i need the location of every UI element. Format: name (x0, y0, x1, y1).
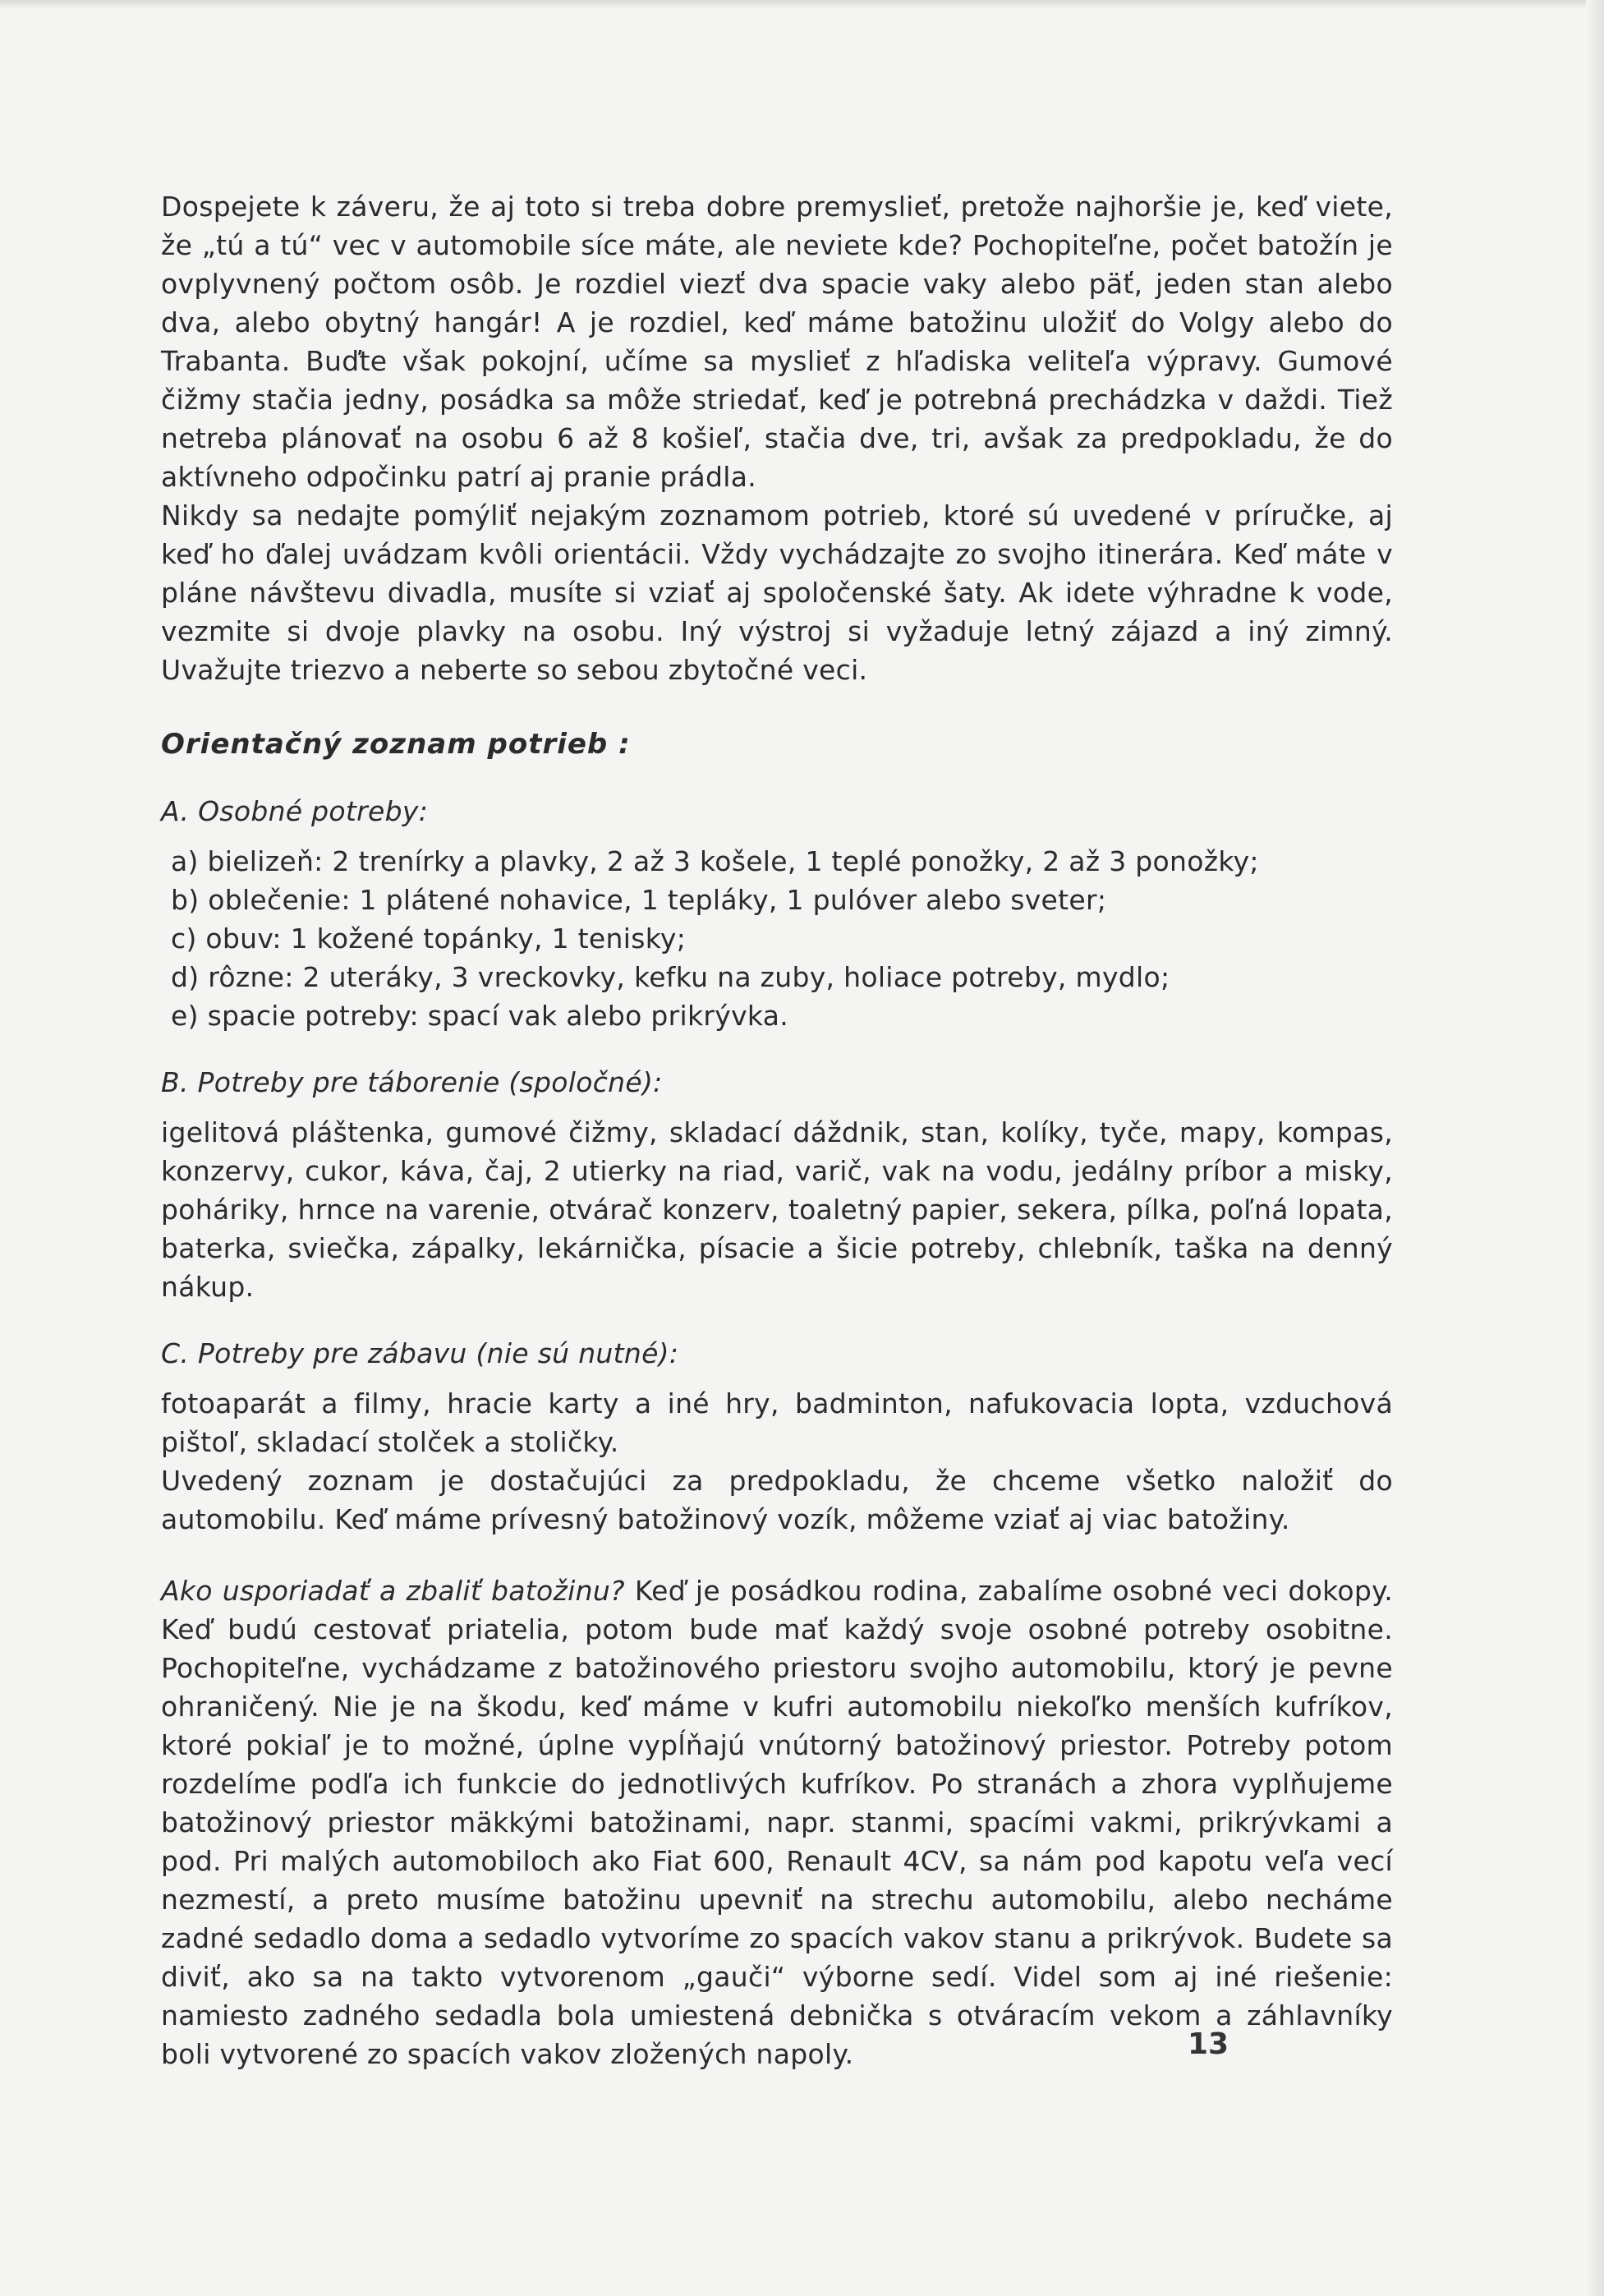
section-c-note: Uvedený zoznam je dostačujúci za predpokladu, že chceme všetko naložiť do automobilu. Keď máme prívesný batožinový vozík, môžeme vziať aj viac batožiny. (161, 1465, 1393, 1535)
packing-text: Keď je posádkou rodina, zabalíme osobné veci dokopy. Keď budú cestovať priatelia, potom bude mať každý svoje osobné potreby osobitne. Pochopiteľne, vychádzame z batožinového priestoru svojho automobilu, ktorý je pevne ohraničený. Nie je na škodu, keď máme v kufri automobilu niekoľko menších kufríkov, ktoré pokiaľ je to možné, úplne vypĺňajú vnútorný batožinový priestor. Potreby potom rozdelíme podľa ich funkcie do jednotlivých kufríkov. Po stranách a zhora vyplňujeme batožinový priestor mäkkými batožinami, napr. stanmi, spacími vakmi, prikrývkami a pod. Pri malých automobiloch ako Fiat 600, Renault 4CV, sa nám pod kapotu veľa vecí nezmestí, a preto musíme batožinu upevniť na strechu automobilu, alebo necháme zadné sedadlo doma a sedadlo vytvoríme zo spacích vakov stanu a prikrývok. Budete sa diviť, ako sa na takto vytvorenom „gauči“ výborne sedí. Videl som aj iné riešenie: namiesto zadného sedadla bola umiestená debnička s otváracím vekom a záhlavníky boli vytvorené zo spacích vakov zložených napoly. (161, 1575, 1393, 2070)
list-item: c) obuv: 1 kožené topánky, 1 tenisky; (171, 923, 687, 955)
list-item: d) rôzne: 2 uteráky, 3 vreckovky, kefku na zuby, holiace potreby, mydlo; (171, 961, 1170, 993)
intro-paragraph-1: Dospejete k záveru, že aj toto si treba dobre premyslieť, pretože najhoršie je, keď viete, že „tú a tú“ vec v automobile síce máte, ale neviete kde? Pochopiteľne, počet batožín je ovplyvnený počtom osôb. Je rozdiel viezť dva spacie vaky alebo päť, jeden stan alebo dva, alebo obytný hangár! A je rozdiel, keď máme batožinu uložiť do Volgy alebo do Trabanta. Buďte však pokojní, učíme sa myslieť z hľadiska veliteľa výpravy. Gumové čižmy stačia jedny, posádka sa môže striedať, keď je potrebná prechádzka v daždi. Tiež netreba plánovať na osobu 6 až 8 košieľ, stačia dve, tri, avšak za predpokladu, že do aktívneho odpočinku patrí aj pranie prádla. (161, 191, 1393, 493)
section-b-text: igelitová pláštenka, gumové čižmy, skladací dáždnik, stan, kolíky, tyče, mapy, kompas, konzervy, cukor, káva, čaj, 2 utierky na riad, varič, vak na vodu, jedálny príbor a misky, poháriky, hrnce na varenie, otvárač konzerv, toaletný papier, sekera, pílka, poľná lopata, baterka, sviečka, zápalky, lekárnička, písacie a šicie potreby, chlebník, taška na denný nákup. (161, 1116, 1393, 1303)
section-a-list (171, 842, 1393, 1035)
packing-paragraph (161, 1571, 1393, 2073)
section-a-label: A. Osobné potreby: (161, 795, 429, 827)
section-c-label: C. Potreby pre zábavu (nie sú nutné): (161, 1337, 679, 1369)
section-b-label: B. Potreby pre táborenie (spoločné): (161, 1066, 663, 1098)
page-number: 13 (1188, 2027, 1229, 2061)
page-edge-right (1586, 0, 1604, 2296)
packing-lead: Ako usporiadať a zbaliť batožinu? (161, 1575, 625, 1607)
page-content (161, 187, 1393, 2073)
intro-paragraph-2: Nikdy sa nedajte pomýliť nejakým zoznamom potrieb, ktoré sú uvedené v príručke, aj keď ho ďalej uvádzam kvôli orientácii. Vždy vychádzajte zo svojho itinerára. Keď máte v pláne návštevu divadla, musíte si vziať aj spoločenské šaty. Ak idete výhradne k vode, vezmite si dvoje plavky na osobu. Iný výstroj si vyžaduje letný zájazd a iný zimný. Uvažujte triezvo a neberte so sebou zbytočné veci. (161, 499, 1393, 686)
page-edge-top (0, 0, 1604, 8)
list-heading: Orientačný zoznam potrieb : (161, 728, 631, 761)
section-c-text: fotoaparát a filmy, hracie karty a iné hry, badminton, nafukovacia lopta, vzduchová pištoľ, skladací stolček a stoličky. (161, 1387, 1393, 1458)
list-item: a) bielizeň: 2 trenírky a plavky, 2 až 3 košele, 1 teplé ponožky, 2 až 3 ponožky; (171, 845, 1259, 877)
list-item: b) oblečenie: 1 plátené nohavice, 1 tepláky, 1 pulóver alebo sveter; (171, 884, 1107, 916)
list-item: e) spacie potreby: spací vak alebo prikrývka. (171, 1000, 789, 1032)
